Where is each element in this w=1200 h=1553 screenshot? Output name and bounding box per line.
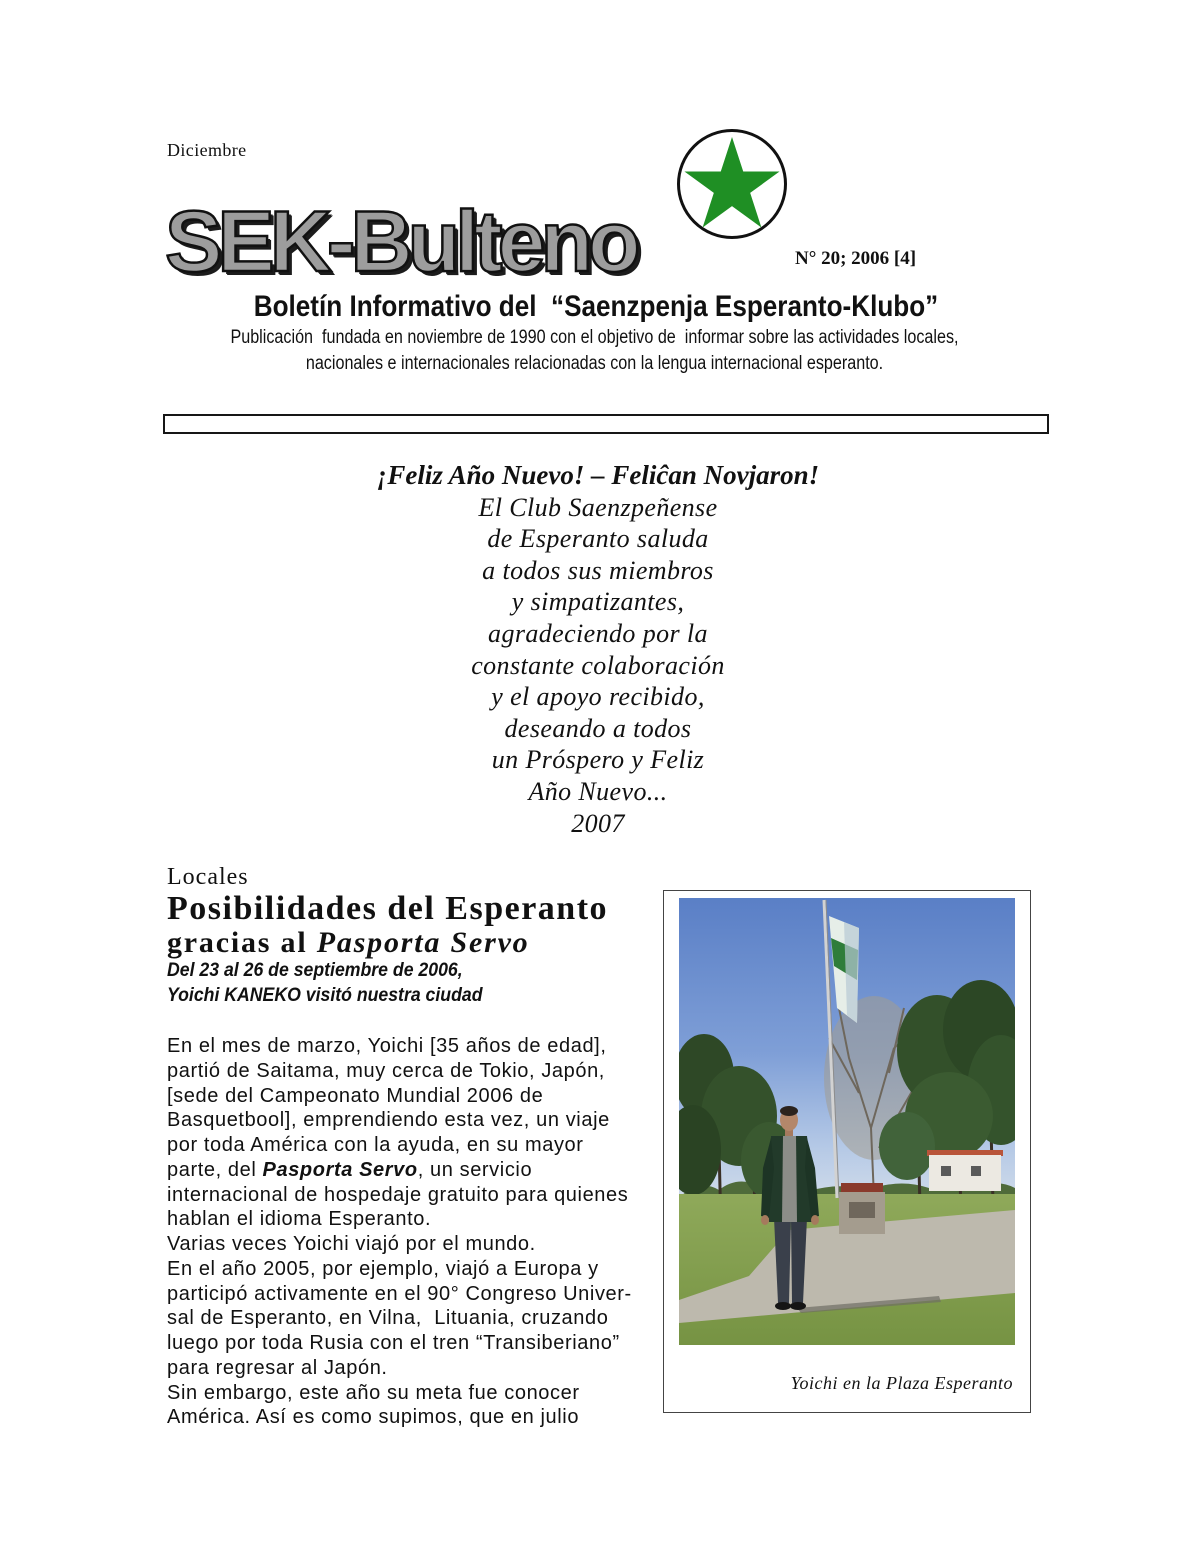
new-year-greeting — [0, 460, 1196, 839]
photo-caption: Yoichi en la Plaza Esperanto — [790, 1373, 1013, 1393]
body-line — [167, 1158, 632, 1183]
pasporta-servo-emphasis: Pasporta Servo — [262, 1158, 418, 1181]
person-left-shoe — [775, 1302, 791, 1310]
article-body — [167, 1034, 632, 1430]
description-line: nacionales e internacionales relacionadas con la lengua internacional esperanto. — [305, 353, 884, 374]
article-dek — [167, 958, 483, 1008]
person-right-shoe — [790, 1302, 806, 1310]
greeting-line: 2007 — [571, 808, 625, 838]
body-line: por toda América con la ayuda, en su mayor — [167, 1134, 584, 1156]
body-line: sal de Esperanto, en Vilna, Lituania, cruzando — [167, 1307, 609, 1330]
right-tree-foliage — [879, 1112, 935, 1180]
newsletter-title: SEK-Bulteno — [165, 194, 636, 290]
section-label: Locales — [167, 864, 249, 890]
article-title-line2 — [167, 926, 529, 960]
body-line: participó activamente en el 90° Congreso Univer- — [167, 1282, 632, 1305]
photo-yoichi-plaza — [679, 898, 1015, 1345]
white-building — [929, 1155, 1001, 1191]
dek-line: Del 23 al 26 de septiembre de 2006, — [167, 960, 463, 981]
body-line: En el año 2005, por ejemplo, viajó a Europa y — [167, 1257, 599, 1280]
dek-line: Yoichi KANEKO visitó nuestra ciudad — [167, 985, 483, 1006]
body-line: Basquetbool], emprendiendo esta vez, un viaje — [167, 1109, 610, 1132]
greeting-line: El Club Saenzpeñense — [478, 492, 718, 522]
issue-month: Diciembre — [167, 140, 247, 160]
greeting-line: Año Nuevo... — [528, 776, 668, 806]
greeting-line: agradeciendo por la — [488, 618, 708, 648]
building-window — [971, 1166, 981, 1176]
newsletter-subtitle: Boletín Informativo del “Saenzpenja Esperanto-Klubo” — [253, 290, 939, 323]
body-line-text: parte, del — [167, 1158, 263, 1181]
title-line2-emphasis: Pasporta Servo — [316, 926, 530, 959]
body-line: luego por toda Rusia con el tren “Transiberiano” — [167, 1332, 620, 1354]
newsletter-description — [89, 325, 1100, 377]
esperanto-star-logo — [675, 127, 789, 241]
body-line-text: , un servicio — [417, 1158, 533, 1181]
body-line: Sin embargo, este año su meta fue conocer — [167, 1381, 580, 1404]
building-window — [941, 1166, 951, 1176]
body-line: [sede del Campeonato Mundial 2006 de — [167, 1084, 544, 1107]
greeting-line: a todos sus miembros — [482, 555, 714, 585]
greeting-line: constante colaboración — [471, 650, 725, 680]
greeting-headline: ¡Feliz Año Nuevo! – Feliĉan Novjaron! — [376, 460, 820, 490]
greeting-line: y el apoyo recibido, — [491, 682, 705, 712]
body-line: En el mes de marzo, Yoichi [35 años de edad], — [167, 1035, 607, 1057]
description-line: Publicación fundada en noviembre de 1990 con el objetivo de informar sobre las actividades locales, — [230, 327, 959, 348]
body-line: partió de Saitama, muy cerca de Tokio, Japón, — [167, 1059, 605, 1082]
body-line: América. Así es como supimos, que en julio — [167, 1406, 580, 1429]
person-shirt — [782, 1136, 797, 1222]
body-line: hablan el idioma Esperanto. — [167, 1208, 432, 1231]
issue-number: N° 20; 2006 [4] — [795, 248, 917, 269]
person-hair — [780, 1106, 798, 1116]
greeting-line: de Esperanto saluda — [487, 524, 709, 554]
title-line2-prefix: gracias al — [167, 926, 317, 959]
body-line: Varias veces Yoichi viajó por el mundo. — [167, 1233, 536, 1255]
monument-plaque — [849, 1202, 875, 1218]
person-right-hand — [811, 1215, 819, 1225]
greeting-line: un Próspero y Feliz — [491, 745, 705, 775]
person-left-hand — [761, 1215, 769, 1225]
article-title: Posibilidades del Esperanto — [167, 890, 609, 927]
header-divider-box — [163, 414, 1049, 434]
monument-top — [841, 1183, 883, 1193]
body-line: internacional de hospedaje gratuito para quienes — [167, 1183, 629, 1206]
body-line: para regresar al Japón. — [167, 1356, 388, 1379]
greeting-line: deseando a todos — [504, 713, 692, 743]
greeting-line: y simpatizantes, — [511, 587, 685, 617]
